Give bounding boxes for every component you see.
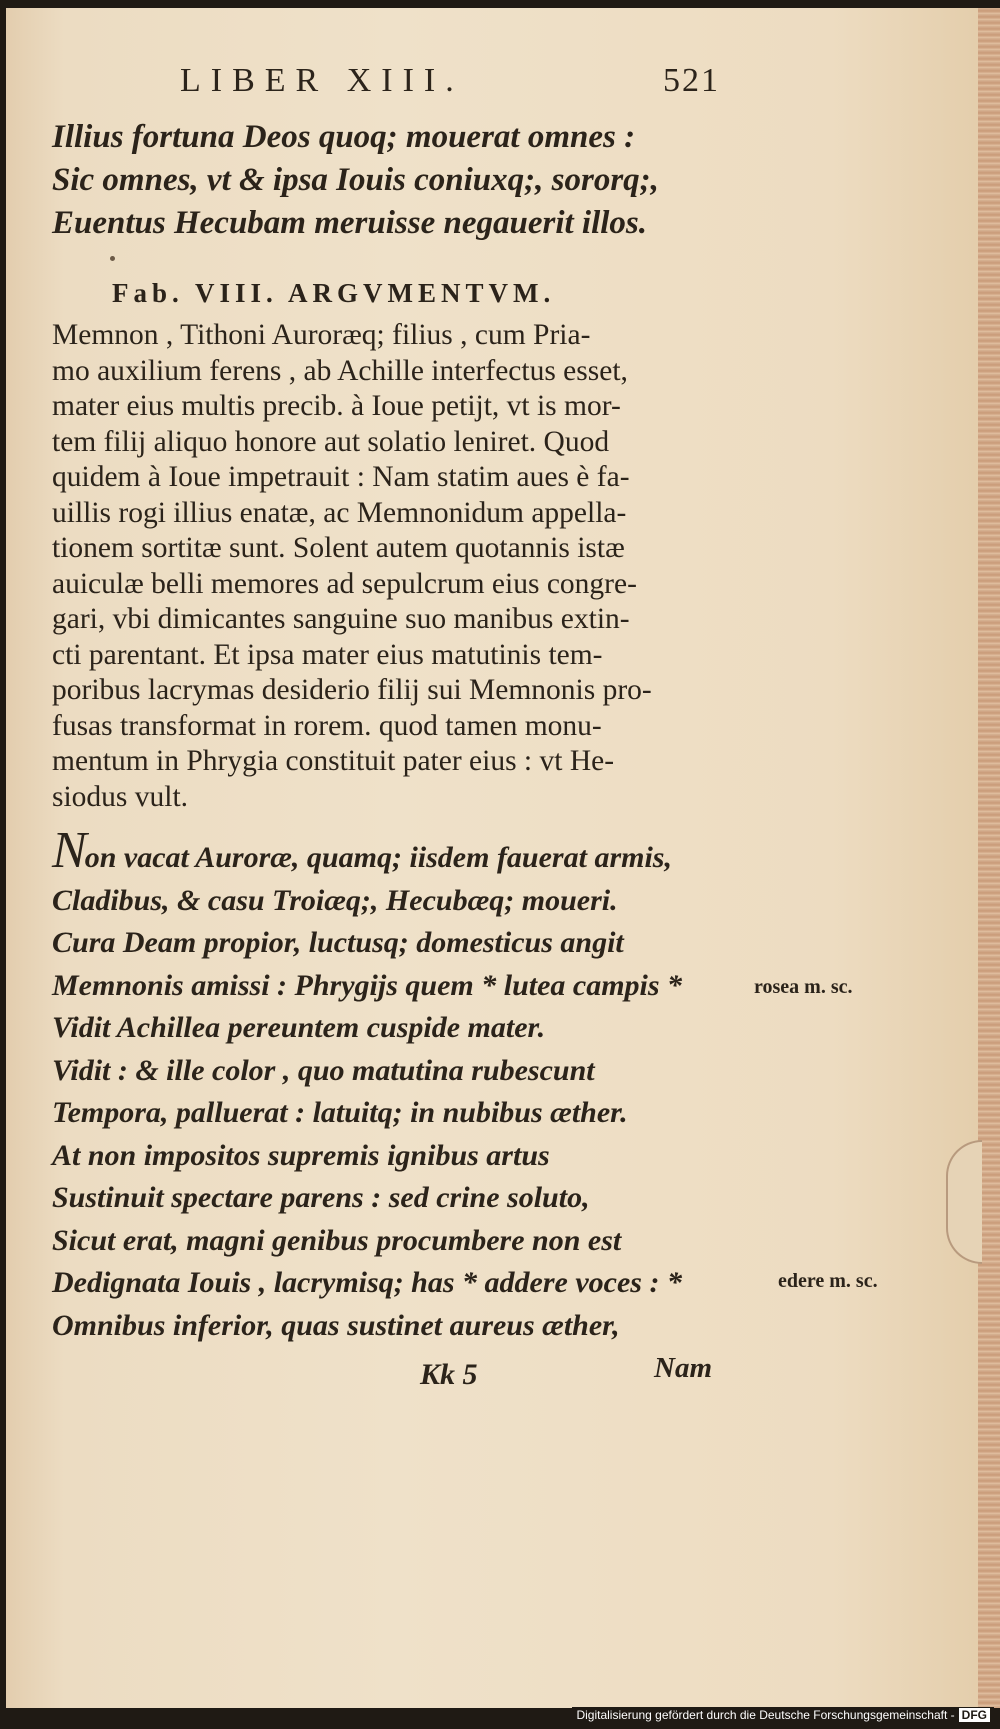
verse-line: Sic omnes, vt & ipsa Iouis coniuxq;, sororq;, <box>52 162 659 198</box>
prose-line: tem filij aliquo honore aut solatio leniret. Quod <box>52 425 610 458</box>
prose-line: mater eius multis precib. à Ioue petijt, vt is mor- <box>52 390 621 422</box>
verse-line: Sicut erat, magni genibus procumbere non est <box>52 1223 622 1257</box>
dfg-logo: DFG <box>959 1708 990 1722</box>
margin-note: rosea m. sc. <box>754 976 853 998</box>
prose-line: mo auxilium ferens , ab Achille interfectus esset, <box>52 354 628 387</box>
verse-line: Omnibus inferior, quas sustinet aureus æther, <box>52 1308 620 1342</box>
prose-line: tionem sortitæ sunt. Solent autem quotannis istæ <box>52 532 625 564</box>
prose-line: cti parentant. Et ipsa mater eius matutinis tem- <box>52 638 603 671</box>
ink-speck <box>110 256 115 261</box>
verse-line: Tempora, palluerat : latuitq; in nubibus æther. <box>52 1096 628 1129</box>
verse-top <box>52 116 932 245</box>
verse-line: Dedignata Iouis , lacrymisq; has * addere voces : * <box>52 1266 682 1299</box>
verse-line-text: on vacat Auroræ, quamq; iisdem fauerat armis, <box>84 841 672 874</box>
prose-line: mentum in Phrygia constituit pater eius : vt He- <box>52 745 615 777</box>
verse-line: Vidit : & ille color , quo matutina rubescunt <box>52 1053 595 1087</box>
prose-line: gari, vbi dimicantes sanguine suo manibus extin- <box>52 603 630 635</box>
prose-line: poribus lacrymas desiderio filij sui Memnonis pro- <box>52 674 652 706</box>
verse-line: Vidit Achillea pereuntem cuspide mater. <box>52 1011 546 1044</box>
running-title: LIBER XIII. <box>180 62 464 99</box>
verse-line-first <box>52 822 952 880</box>
argument-prose <box>52 318 732 815</box>
verse-line: Illius fortuna Deos quoq; mouerat omnes : <box>52 119 636 155</box>
running-header <box>180 62 720 100</box>
catchword: Nam <box>654 1352 712 1384</box>
page-number: 521 <box>663 62 720 99</box>
prose-line: siodus vult. <box>52 780 189 813</box>
prose-line: quidem à Ioue impetrauit : Nam statim aues è fa- <box>52 461 630 493</box>
prose-line: fusas transformat in rorem. quod tamen monu- <box>52 709 602 742</box>
verse-line: Memnonis amissi : Phrygijs quem * lutea campis * <box>52 968 683 1002</box>
verse-line: Cladibus, & casu Troiæq;, Hecubæq; moueri. <box>52 883 618 917</box>
prose-line: Memnon , Tithoni Auroræq; filius , cum Pria- <box>52 319 591 351</box>
drop-initial: N <box>52 822 85 879</box>
verse-line: Cura Deam propior, luctusq; domesticus angit <box>52 926 624 959</box>
verse-line: At non impositos supremis ignibus artus <box>52 1138 550 1172</box>
section-title: Fab. VIII. ARGVMENTVM. <box>112 278 556 308</box>
credit-text: Digitalisierung gefördert durch die Deutsche Forschungsgemeinschaft - <box>576 1708 955 1722</box>
prose-line: uillis rogi illius enatæ, ac Memnonidum appella- <box>52 496 627 529</box>
prose-line: auiculæ belli memores ad sepulcrum eius congre- <box>52 567 637 600</box>
signature-mark: Kk 5 <box>420 1358 478 1391</box>
digitization-credit <box>572 1707 994 1723</box>
verse-line: Euentus Hecubam meruisse negauerit illos. <box>52 205 647 241</box>
verse-line: Sustinuit spectare parens : sed crine soluto, <box>52 1181 590 1214</box>
page-edge <box>978 8 1000 1708</box>
margin-note: edere m. sc. <box>778 1270 878 1292</box>
